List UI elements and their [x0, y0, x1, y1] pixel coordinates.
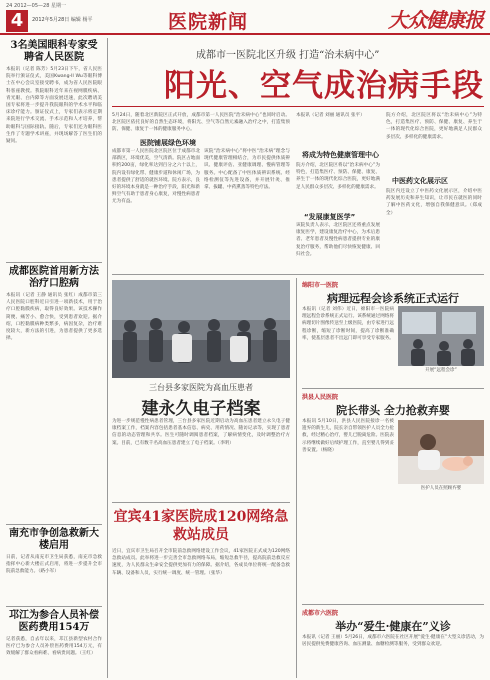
date-line: 2012年5月28日 编辑 杨平	[32, 17, 93, 23]
story-title: 南充市争创急救新大楼启用	[9, 528, 99, 551]
hospital-photo	[112, 280, 290, 378]
infant-care-photo	[398, 420, 484, 484]
divider	[302, 388, 484, 389]
consultation-photo	[398, 306, 484, 366]
photo-caption: 医护人员在照顾弃婴	[420, 486, 462, 491]
ambulance-headline: 宜宾41家医院成120网络急救站成员	[113, 509, 289, 543]
page-number: 4	[6, 10, 28, 32]
ambulance-body: 近日，宜宾市卫生局召开全市院前急救网络建设工作会议，41家医院正式成为120网络急救站成员。此举将进一步完善全市急救网络布局，缩短急救半径，提高院前急救反应速度，为人民群众生命安全提供更加有力的保障。据介绍，各成员单位将统一配备急救车辆、设备和人员，实行统一调度、统一管理。（张华）	[112, 549, 290, 576]
story-title: 3名美国眼科专家受聘省人民医院	[10, 40, 98, 63]
story-body: 日前，记者从南充市卫生局获悉，南充市急救指挥中心新大楼正式启用，将进一步提升全市院前急救能力。（路小军）	[6, 555, 102, 575]
section-title: 医院新闻	[168, 11, 249, 33]
story-body: 本报讯 5月10日，洪县人民医院接诊一名被遗弃的新生儿，院长亲自带领医护人员全力抢救，经过精心治疗，婴儿已脱离危险。医院表示将继续做好后续护理工作，直至婴儿得到妥善安置。（杨晓）	[302, 419, 394, 453]
divider	[302, 604, 484, 605]
lead-headline: 阳光、空气成治病手段	[164, 68, 484, 104]
feature-photo-caption: 三台县多家医院为高血压患者	[149, 383, 253, 392]
story-title: 病理远程会诊系统正式运行	[327, 292, 459, 305]
lead-subhead: 将成为特色健康管理中心	[302, 151, 379, 159]
divider	[6, 524, 102, 525]
divider	[112, 502, 290, 503]
lead-body: 院区内还设立了中医药文化展示区，介绍中医药发展历史和养生知识，让市民在就医的同时了解中医药文化，增强自我保健意识。（郑成全）	[386, 189, 482, 216]
feature-headline: 建永久电子档案	[141, 399, 261, 419]
feature-body: 为进一步规范慢性病患者管理，三台县多家医院近期启动为高血压患者建立永久电子健康档案工作，档案内容包括患者基本信息、病史、用药情况、随访记录等，实现了患者信息的动态管理和共享。医生可随时调阅患者档案，了解病情变化，及时调整治疗方案。目前，已有数千名高血压患者建立了电子档案。（李明）	[112, 419, 290, 446]
column-divider	[296, 278, 297, 678]
story-title: 成都医院首用新方法治疗口腔病	[9, 266, 99, 289]
lead-kicker: 成都市一医院北区升级 打造“治未病中心”	[196, 50, 380, 61]
photo-caption: 开展“远程会诊”	[425, 368, 457, 373]
story-body: 记者获悉，自去年以来，邛江县新型农村合作医疗已为参合人员补偿医药费用154万元，有效缓解了群众看病难、看病贵问题。（王红）	[6, 637, 102, 657]
column-divider	[107, 38, 108, 678]
story-title: 院长带头 全力抢救弃婴	[336, 404, 450, 417]
divider	[6, 606, 102, 607]
header-rule	[0, 33, 490, 35]
lead-subhead: “发展康复医学”	[304, 213, 356, 221]
lead-body: 院方介绍，北区院区将以“治未病中心”为特色，打造集医疗、预防、保健、康复、养生于一体的现代化综合医院，更好地满足人民群众多层次、多样化的健康需求。	[296, 163, 380, 190]
top-info: 24 2012—05—28 星期一	[6, 3, 66, 9]
masthead: 大众健康报	[388, 8, 483, 32]
lead-body: 本报讯（记者 刘丽 通讯员 张平）	[296, 113, 365, 118]
story-body: 本报讯（记者 王丽）5月26日，成都市六医院在社区开展“爱生·健康在”大型义诊活动，为居民提供免费健康咨询、血压测量、血糖检测等服务，受到群众欢迎。	[302, 635, 484, 648]
lead-subhead: 医院铺展绿色环境	[140, 139, 196, 147]
lead-body: 该院负责人表示，北区院区还将重点发展康复医学，建设康复治疗中心，为术后患者、老年患者及慢性病患者提供专业的康复治疗服务，帮助他们尽快恢复健康、回归社会。	[296, 223, 380, 257]
story-title: 举办“爱生·健康在”义诊	[335, 620, 451, 633]
section-tag: 洪县人民医院	[302, 394, 339, 401]
divider	[6, 262, 102, 263]
section-tag: 绵阳市一医院	[302, 282, 339, 289]
story-body: 本报讯（记者 王静 通讯员 张红）成都市第三人民医院口腔科近日引进一项新技术，用于治疗口腔黏膜疾病，取得良好效果。该技术操作简便、痛苦小、愈合快，受到患者欢迎。据介绍，口腔黏膜病种类繁多，病因复杂，治疗难度较大，新方法的引进，为患者提供了更多选择。	[6, 293, 102, 342]
lead-body: 院方介绍，北区院区将以“治未病中心”为特色，打造集医疗、预防、保健、康复、养生于一体的现代化综合医院，更好地满足人民群众多层次、多样化的健康需求。	[386, 113, 482, 140]
story-title: 邛江为参合人员补偿医药费用154万	[9, 610, 99, 633]
lead-intro: 5月24日，随着北区新院区正式开放，成都市第一人民医院“治未病中心”也同时启动。北区院区依托良好的自然生态环境，将阳光、空气等自然元素融入治疗之中，打造集预防、保健、康复于一体的健康服务中心。	[112, 113, 290, 133]
section-tag: 成都市六医院	[302, 610, 339, 617]
story-body: 本报讯（记者 刘伟）近日，绵阳市一医院病理远程会诊系统正式运行。该系统通过网络将病理切片图像传送至上级医院，由专家进行远程诊断，缩短了诊断时间，提高了诊断准确率，使基层患者不出远门即可享受专家服务。	[302, 307, 394, 341]
story-body: 本报讯（记者 陈芳）5月23日下午，省人民医院举行颁证仪式，美国Kwang-Il Wu等眼科博士在中心会议室接受聘书，成为省人民医院眼科客座教授。我院眼科近年来在视网膜疾病、青光眼、白内障等方面发展迅速，此次聘请美国专家将进一步提升我院眼科的学术水平和临床诊疗能力。颁证仪式上，专家们表示将定期来院进行学术交流、手术示范和人才培养，帮助眼科与国际接轨。随后，专家们还为眼科医生作了专题学术讲座，并现场解答了医生们的疑问。	[6, 67, 102, 145]
lead-body: 成都市第一人民医院北区院区位于成都市北部新区，环境优美，空气清新。院区占地面积约200亩，绿化率达到百分之六十以上，院内设有绿化带、健康步道和休闲广场，为患者提供了舒适的就医环境。院方表示，良好的环境本身就是一种治疗手段，阳光和新鲜空气有助于患者身心康复，对慢性病患者尤为有益。	[112, 149, 200, 205]
lead-subhead: 中医药文化展示区	[392, 177, 448, 185]
lead-body: 该院“治未病中心”将中医“治未病”理念与现代健康管理相结合，为市民提供体质辨识、健康评估、亚健康调理、慢病管理等服务。中心配备了中医体质辨识系统、经络检测仪等先进设备，并开展针灸、推拿、拔罐、中药熏蒸等特色疗法。	[204, 149, 290, 191]
lead-rule	[112, 106, 484, 107]
section-rule	[112, 274, 484, 275]
